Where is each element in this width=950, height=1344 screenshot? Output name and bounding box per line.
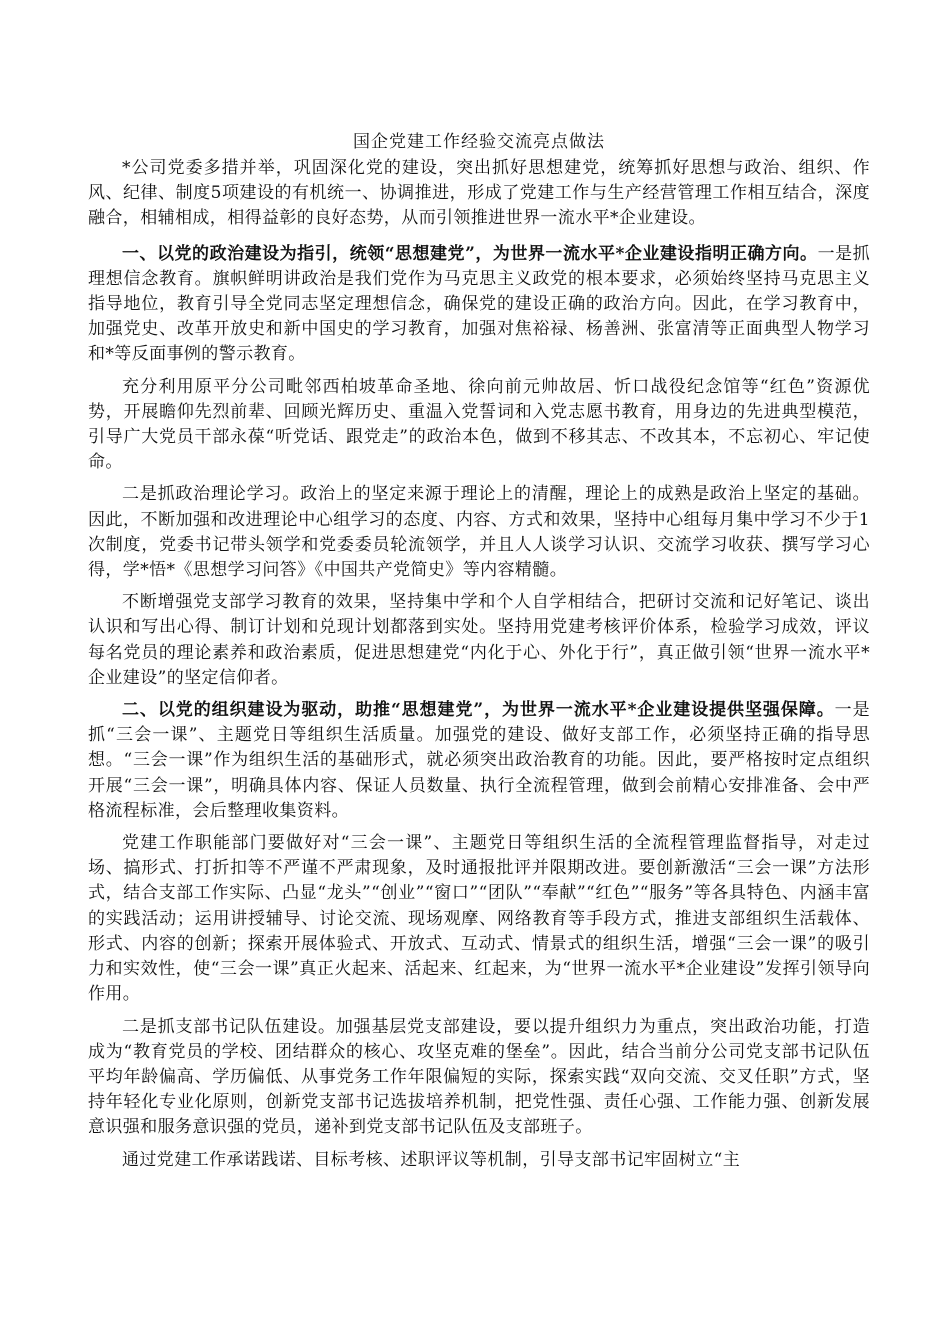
- body-paragraph: [88, 482, 870, 583]
- intro-paragraph: [88, 156, 870, 232]
- paragraph-text: *公司党委多措并举，巩固深化党的建设，突出抓好思想建党，统筹抓好思想与政治、组织、作风、纪律、制度5项建设的有机统一、协调推进，形成了党建工作与生产经营管理工作相互结合，深度融合，相辅相成，相得益彰的良好态势，从而引领推进世界一流水平*企业建设。: [88, 158, 870, 229]
- body-paragraph: [88, 375, 870, 476]
- body-paragraph: [88, 1148, 870, 1173]
- paragraph-text: 通过党建工作承诺践诺、目标考核、述职评议等机制，引导支部书记牢固树立“主: [122, 1149, 741, 1170]
- body-paragraph: [88, 1015, 870, 1141]
- paragraph-text: 一是抓“三会一课”、主题党日等组织生活质量。加强党的建设、做好支部工作，必须坚持正确的指导思想。“三会一课”作为组织生活的基础形式，就必须突出政治教育的功能。因此，要严格按时定点组织开展“三会一课”，明确具体内容、保证人员数量、执行全流程管理，做到会前精心安排准备、会中严格流程标准，会后整理收集资料。: [88, 700, 870, 821]
- paragraph-text: 不断增强党支部学习教育的效果，坚持集中学和个人自学相结合，把研讨交流和记好笔记、谈出认识和写出心得、制订计划和兑现计划都落到实处。坚持用党建考核评价体系，检验学习成效，评议每名党员的理论素养和政治素质，促进思想建党“内化于心、外化于行”，真正做引领“世界一流水平*企业建设”的坚定信仰者。: [88, 592, 870, 688]
- section-one-paragraph: [88, 242, 870, 368]
- paragraph-text: 二是抓政治理论学习。政治上的坚定来源于理论上的清醒，理论上的成熟是政治上坚定的基础。因此，不断加强和改进理论中心组学习的态度、内容、方式和效果，坚持中心组每月集中学习不少于1次制度，党委书记带头领学和党委委员轮流领学，并且人人谈学习认识、交流学习收获、撰写学习心得，学*悟*《思想学习问答》《中国共产党简史》等内容精髓。: [88, 484, 870, 581]
- document-title: 国企党建工作经验交流亮点做法: [353, 132, 605, 152]
- section-two-paragraph: [88, 698, 870, 824]
- section-heading: 二、以党的组织建设为驱动，助推“思想建党”，为世界一流水平*企业建设提供坚强保障。: [122, 700, 835, 721]
- body-paragraph: [88, 831, 870, 1007]
- section-heading: 一、以党的政治建设为指引，统领“思想建党”，为世界一流水平*企业建设指明正确方向。: [122, 243, 818, 264]
- paragraph-text: 二是抓支部书记队伍建设。加强基层党支部建设，要以提升组织力为重点，突出政治功能，打造成为“教育党员的学校、团结群众的核心、攻坚克难的堡垒”。因此，结合当前分公司党支部书记队伍平均年龄偏高、学历偏低、从事党务工作年限偏短的实际，探索实践“双向交流、交叉任职”方式，坚持年轻化专业化原则，创新党支部书记选拔培养机制，把党性强、责任心强、工作能力强、创新发展意识强和服务意识强的党员，递补到党支部书记队伍及支部班子。: [88, 1016, 870, 1138]
- body-paragraph: [88, 590, 870, 691]
- document-page: [88, 128, 870, 1173]
- paragraph-text: 一是抓理想信念教育。旗帜鲜明讲政治是我们党作为马克思主义政党的根本要求，必须始终坚持马克思主义指导地位，教育引导全党同志坚定理想信念，确保党的建设正确的政治方向。因此，在学习教育中，加强党史、改革开放史和新中国史的学习教育，加强对焦裕禄、杨善洲、张富清等正面典型人物学习和*等反面事例的警示教育。: [88, 243, 870, 365]
- paragraph-text: 充分利用原平分公司毗邻西柏坡革命圣地、徐向前元帅故居、忻口战役纪念馆等“红色”资源优势，开展瞻仰先烈前辈、回顾光辉历史、重温入党誓词和入党志愿书教育，用身边的先进典型模范，引导广大党员干部永葆“听党话、跟党走”的政治本色，做到不移其志、不改其本，不忘初心、牢记使命。: [88, 376, 870, 473]
- paragraph-text: 党建工作职能部门要做好对“三会一课”、主题党日等组织生活的全流程管理监督指导，对走过场、搞形式、打折扣等不严谨不严肃现象，及时通报批评并限期改进。要创新激活“三会一课”方法形式，结合支部工作实际、凸显“龙头”“创业”“窗口”“团队”“奉献”“红色”“服务”等各具特色、内涵丰富的实践活动；运用讲授辅导、讨论交流、现场观摩、网络教育等手段方式，推进支部组织生活载体、形式、内容的创新；探索开展体验式、开放式、互动式、情景式的组织生活，增强“三会一课”的吸引力和实效性，使“三会一课”真正火起来、活起来、红起来，为“世界一流水平*企业建设”发挥引领导向作用。: [88, 833, 870, 1005]
